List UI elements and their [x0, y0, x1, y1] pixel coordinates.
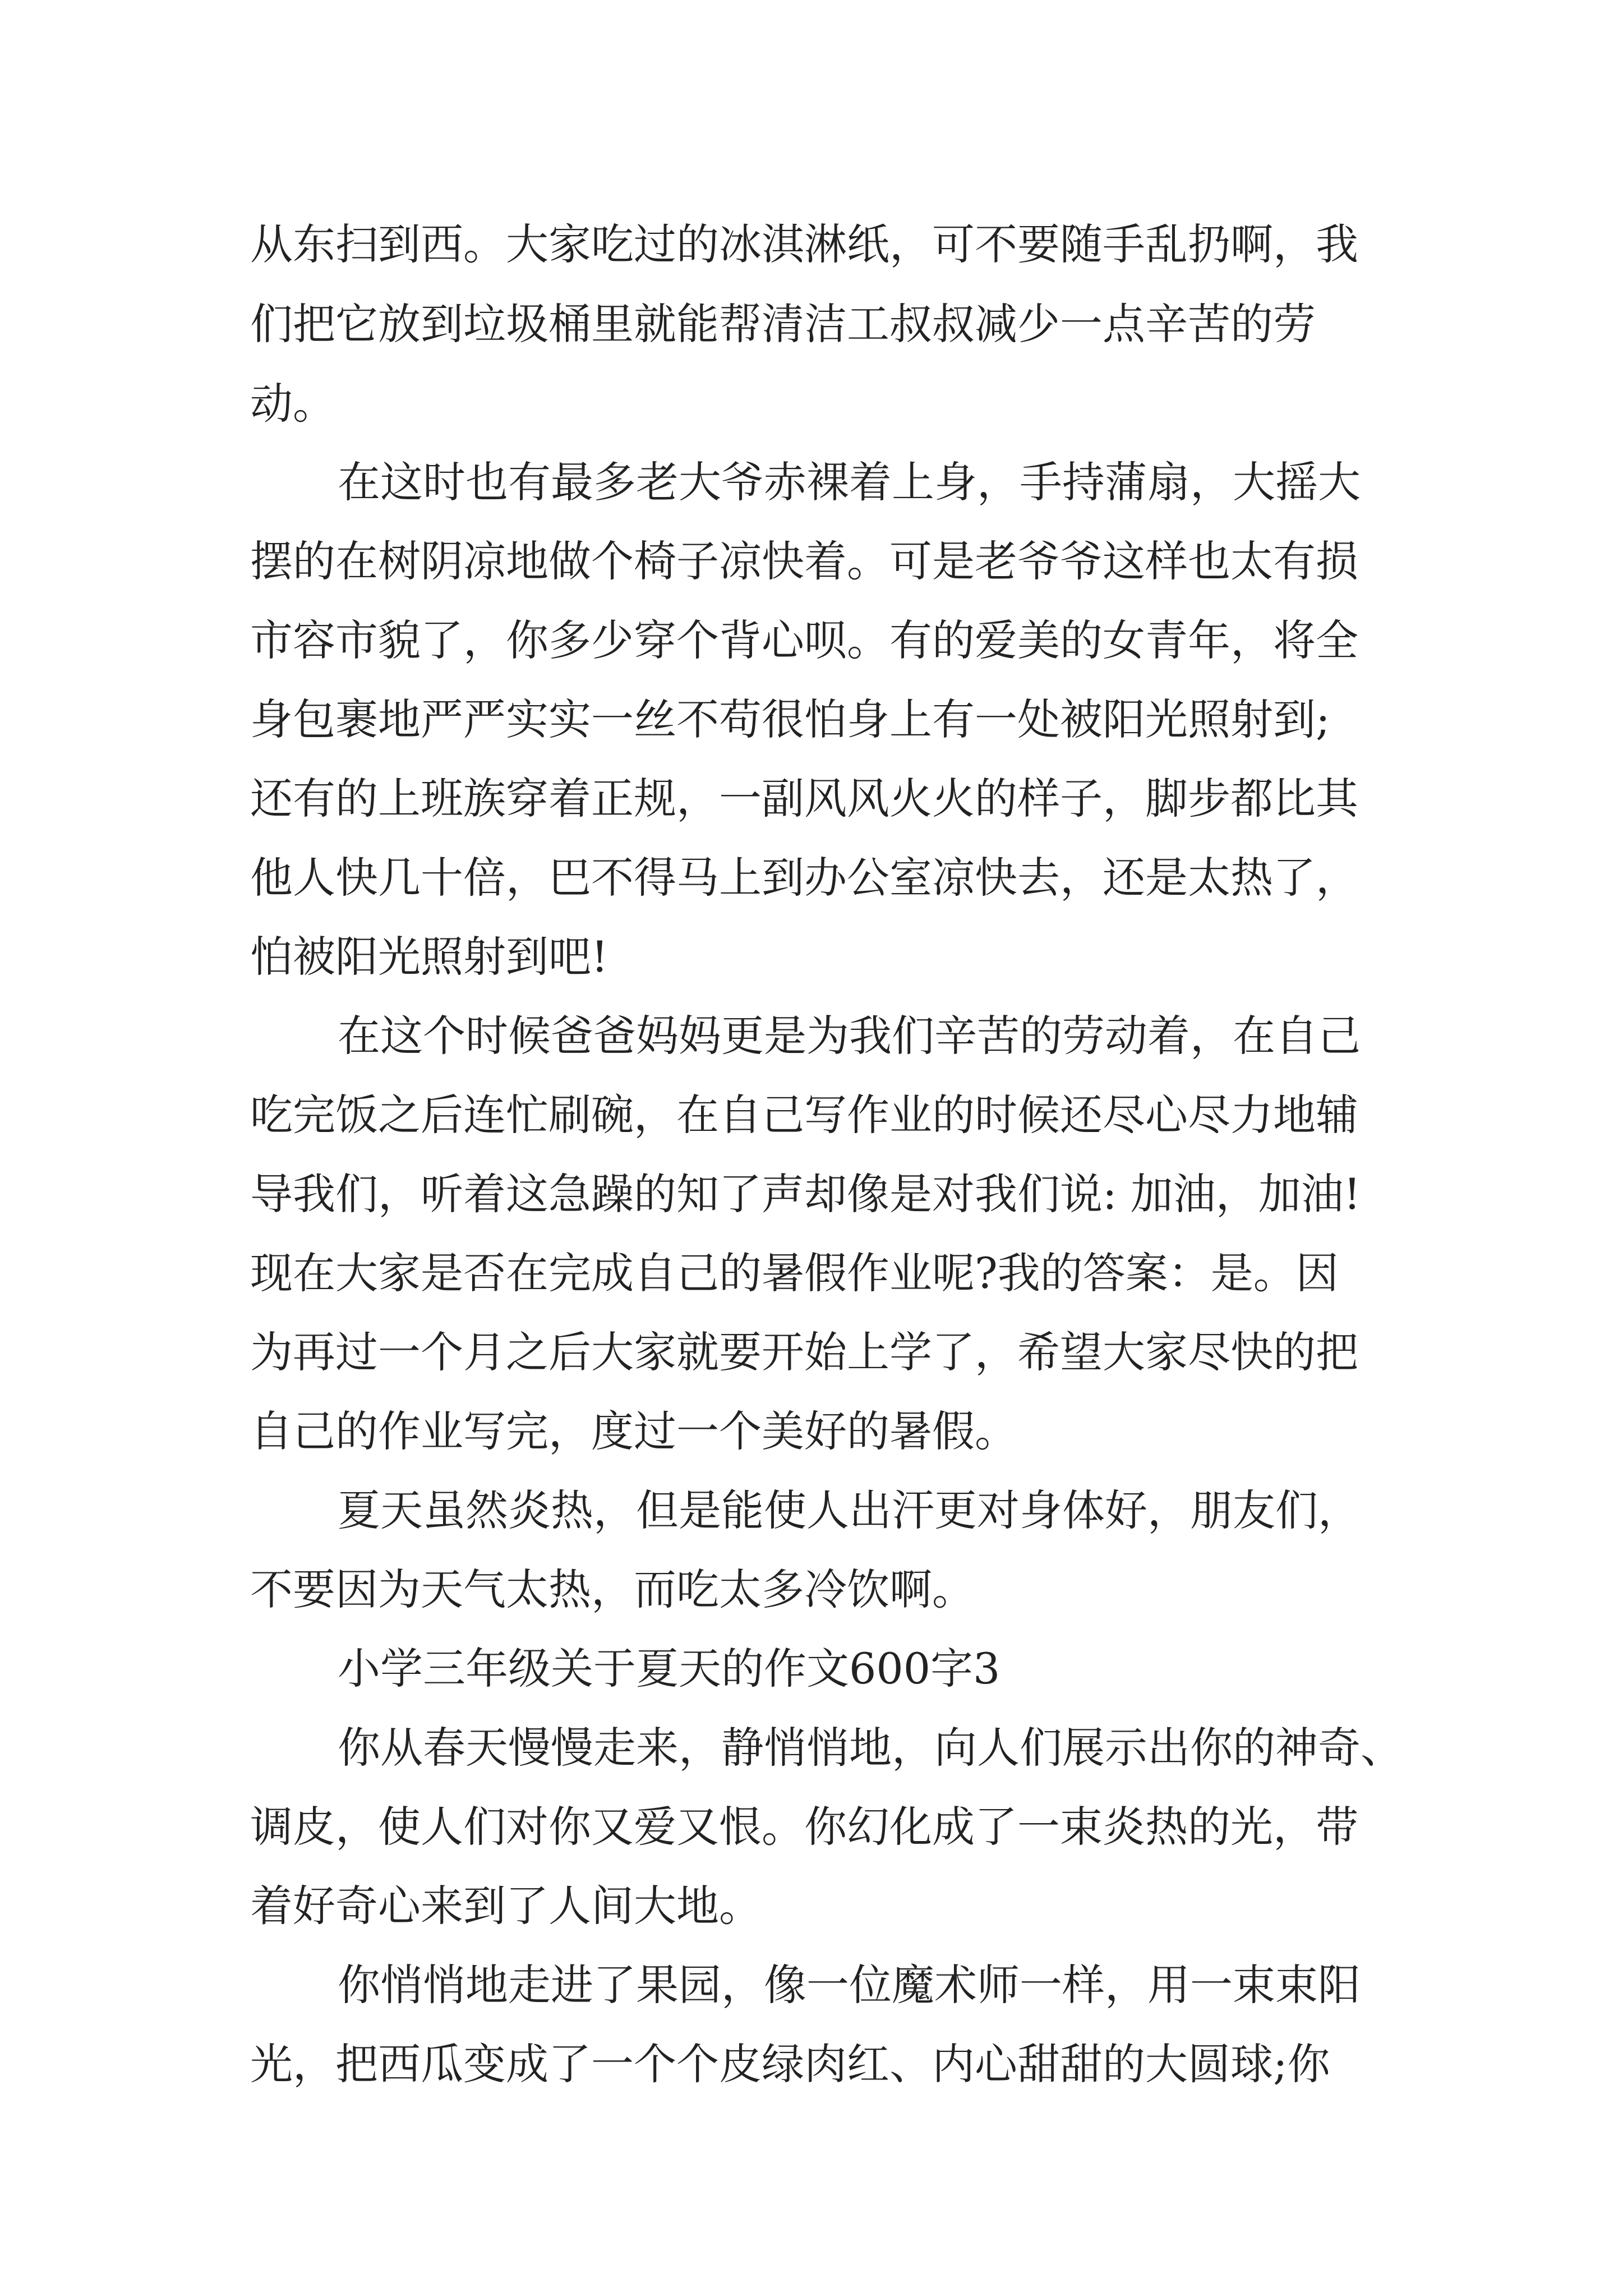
text-line: 吃完饭之后连忙刷碗，在自己写作业的时候还尽心尽力地辅	[250, 1090, 1358, 1140]
text-line: 导我们，听着这急躁的知了声却像是对我们说: 加油，加油!	[250, 1169, 1361, 1219]
text-line: 现在大家是否在完成自己的暑假作业呢?我的答案：是。因	[250, 1248, 1339, 1298]
text-line: 夏天虽然炎热，但是能使人出汗更对身体好，朋友们，	[338, 1485, 1361, 1535]
text-line: 光，把西瓜变成了一个个皮绿肉红、内心甜甜的大圆球;你	[250, 2039, 1330, 2089]
text-line: 市容市貌了，你多少穿个背心呗。有的爱美的女青年，将全	[250, 615, 1358, 665]
text-line: 你从春天慢慢走来，静悄悄地，向人们展示出你的神奇、	[338, 1723, 1403, 1773]
text-line: 你悄悄地走进了果园，像一位魔术师一样，用一束束阳	[338, 1960, 1361, 2010]
text-line: 摆的在树阴凉地做个椅子凉快着。可是老爷爷这样也太有损	[250, 536, 1358, 586]
section-heading: 小学三年级关于夏天的作文600字3	[338, 1644, 1000, 1694]
text-line: 自己的作业写完，度过一个美好的暑假。	[250, 1406, 1017, 1456]
text-line: 们把它放到垃圾桶里就能帮清洁工叔叔减少一点辛苦的劳	[250, 299, 1316, 349]
text-line: 怕被阳光照射到吧!	[250, 932, 608, 982]
text-line: 还有的上班族穿着正规，一副风风火火的样子，脚步都比其	[250, 774, 1358, 823]
text-line: 在这个时候爸爸妈妈更是为我们辛苦的劳动着，在自己	[338, 1011, 1361, 1061]
text-line: 动。	[250, 379, 335, 429]
text-line: 他人快几十倍，巴不得马上到办公室凉快去，还是太热了，	[250, 853, 1358, 903]
text-line: 身包裹地严严实实一丝不苟很怕身上有一处被阳光照射到;	[250, 694, 1330, 744]
text-line: 调皮，使人们对你又爱又恨。你幻化成了一束炎热的光，带	[250, 1802, 1358, 1852]
text-line: 在这时也有最多老大爷赤裸着上身，手持蒲扇，大摇大	[338, 457, 1361, 507]
text-line: 着好奇心来到了人间大地。	[250, 1881, 762, 1931]
text-line: 不要因为天气太热，而吃太多冷饮啊。	[250, 1565, 975, 1614]
text-line: 为再过一个月之后大家就要开始上学了，希望大家尽快的把	[250, 1327, 1358, 1377]
text-line: 从东扫到西。大家吃过的冰淇淋纸，可不要随手乱扔啊，我	[250, 219, 1358, 269]
